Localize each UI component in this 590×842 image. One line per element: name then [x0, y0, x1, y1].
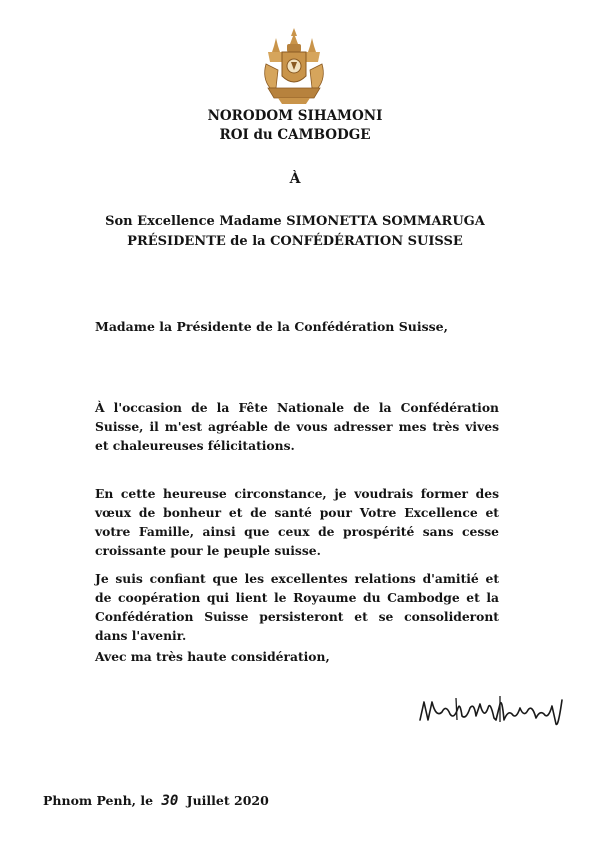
- place-and-date: [43, 793, 269, 809]
- sender-title: ROI du CAMBODGE: [219, 127, 371, 143]
- body-paragraph-2: En cette heureuse circonstance, je voudrais former des vœux de bonheur et de santé pour Votre Excellence et votre Famille, ainsi que ceux de prospérité sans cesse croissante pour le peuple suisse.: [95, 486, 499, 558]
- closing-line: Avec ma très haute considération,: [95, 649, 330, 664]
- handwritten-signature: [416, 690, 568, 730]
- place-prefix: Phnom Penh, le: [43, 793, 154, 808]
- salutation: Madame la Présidente de la Confédération Suisse,: [95, 319, 448, 334]
- sender-name: NORODOM SIHAMONI: [207, 108, 383, 124]
- body-paragraph-3: Je suis confiant que les excellentes relations d'amitié et de coopération qui lient le Royaume du Cambodge et la Confédération Suisse persisteront et se consolideront dans l'avenir.: [95, 571, 499, 643]
- recipient-line-1: Son Excellence Madame SIMONETTA SOMMARUGA: [105, 214, 485, 229]
- date-day: 30: [161, 793, 179, 809]
- recipient-line-2: PRÉSIDENTE de la CONFÉDÉRATION SUISSE: [127, 234, 463, 249]
- body-paragraph-1: À l'occasion de la Fête Nationale de la Confédération Suisse, il m'est agréable de vous adresser mes très vives et chaleureuses félicitations.: [95, 400, 499, 453]
- date-month-year: Juillet 2020: [186, 793, 269, 808]
- royal-coat-of-arms-icon: [258, 26, 330, 106]
- to-word: À: [289, 171, 301, 187]
